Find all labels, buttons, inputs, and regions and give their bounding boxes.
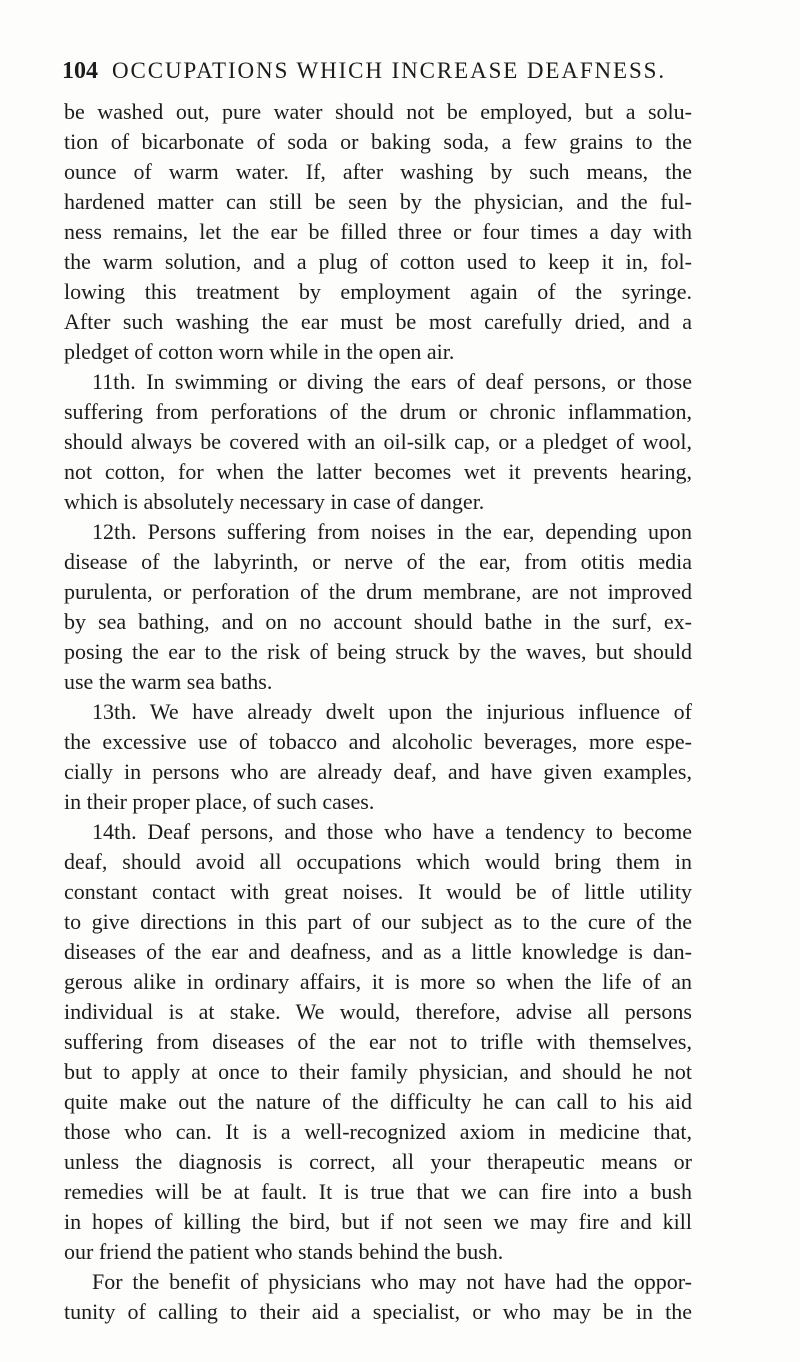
- text-line: those who can. It is a well-recognized axiom in medicine that,: [64, 1119, 692, 1144]
- text-line: deaf, should avoid all occupations which would bring them in: [64, 849, 692, 874]
- text-line: our friend the patient who stands behind the bush.: [64, 1239, 504, 1264]
- text-line: disease of the labyrinth, or nerve of the ear, from otitis media: [64, 549, 692, 574]
- text-line: hardened matter can still be seen by the physician, and the ful-: [64, 189, 692, 214]
- text-line: not cotton, for when the latter becomes wet it prevents hearing,: [64, 459, 692, 484]
- text-line: purulenta, or perforation of the drum membrane, are not improved: [64, 579, 692, 604]
- body-text: [64, 97, 692, 1327]
- text-line: the excessive use of tobacco and alcoholic beverages, more espe-: [64, 729, 692, 754]
- text-line: in their proper place, of such cases.: [64, 789, 375, 814]
- paragraph-12th-first-line: 12th. Persons suffering from noises in the ear, depending upon: [92, 519, 692, 544]
- running-title: OCCUPATIONS WHICH INCREASE DEAFNESS.: [112, 58, 667, 83]
- paragraph-11th-first-line: 11th. In swimming or diving the ears of deaf persons, or those: [92, 369, 692, 394]
- text-line: After such washing the ear must be most carefully dried, and a: [64, 309, 692, 334]
- text-line: by sea bathing, and on no account should bathe in the surf, ex-: [64, 609, 692, 634]
- text-line: suffering from perforations of the drum or chronic inflammation,: [64, 399, 692, 424]
- text-line: be washed out, pure water should not be employed, but a solu-: [64, 99, 692, 124]
- text-line: ounce of warm water. If, after washing by such means, the: [64, 159, 692, 184]
- text-line: lowing this treatment by employment again of the syringe.: [64, 279, 692, 304]
- text-line: remedies will be at fault. It is true that we can fire into a bush: [64, 1179, 692, 1204]
- text-line: tion of bicarbonate of soda or baking soda, a few grains to the: [64, 129, 692, 154]
- text-line: ness remains, let the ear be filled three or four times a day with: [64, 219, 692, 244]
- text-line: pledget of cotton worn while in the open air.: [64, 339, 455, 364]
- text-line: to give directions in this part of our subject as to the cure of the: [64, 909, 692, 934]
- running-head: [62, 58, 692, 92]
- text-line: which is absolutely necessary in case of danger.: [64, 489, 485, 514]
- paragraph-for-the-benefit-first-line: For the benefit of physicians who may not have had the oppor-: [92, 1269, 692, 1294]
- text-line: in hopes of killing the bird, but if not seen we may fire and kill: [64, 1209, 692, 1234]
- text-line: the warm solution, and a plug of cotton used to keep it in, fol-: [64, 249, 692, 274]
- page-number: 104: [62, 58, 98, 84]
- text-line: unless the diagnosis is correct, all your therapeutic means or: [64, 1149, 692, 1174]
- text-line: posing the ear to the risk of being struck by the waves, but should: [64, 639, 692, 664]
- text-line: should always be covered with an oil-silk cap, or a pledget of wool,: [64, 429, 692, 454]
- text-line: tunity of calling to their aid a specialist, or who may be in the: [64, 1299, 692, 1324]
- text-line: but to apply at once to their family physician, and should he not: [64, 1059, 692, 1084]
- paragraph-14th-first-line: 14th. Deaf persons, and those who have a tendency to become: [92, 819, 692, 844]
- text-line: use the warm sea baths.: [64, 669, 273, 694]
- paragraph-13th-first-line: 13th. We have already dwelt upon the injurious influence of: [92, 699, 692, 724]
- text-line: gerous alike in ordinary affairs, it is more so when the life of an: [64, 969, 692, 994]
- text-line: quite make out the nature of the difficulty he can call to his aid: [64, 1089, 692, 1114]
- text-line: suffering from diseases of the ear not to trifle with themselves,: [64, 1029, 692, 1054]
- text-line: individual is at stake. We would, therefore, advise all persons: [64, 999, 692, 1024]
- text-line: constant contact with great noises. It would be of little utility: [64, 879, 692, 904]
- text-line: cially in persons who are already deaf, and have given examples,: [64, 759, 692, 784]
- text-line: diseases of the ear and deafness, and as a little knowledge is dan-: [64, 939, 692, 964]
